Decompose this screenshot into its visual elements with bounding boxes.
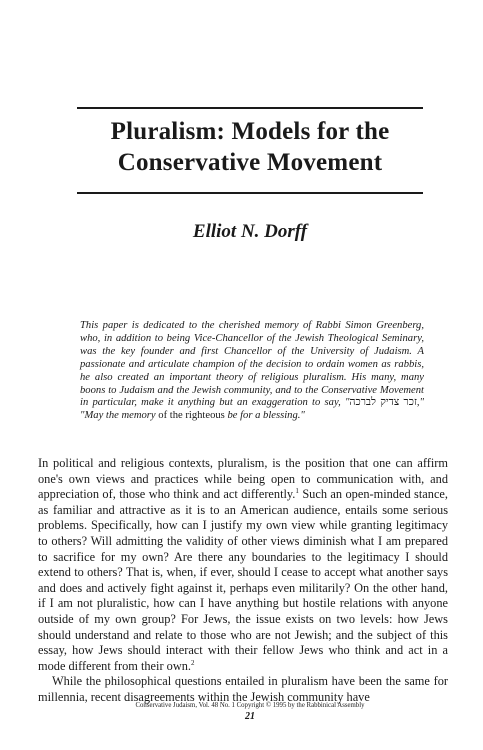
dedication-text-4: be for a blessing." bbox=[227, 410, 305, 422]
dedication-text-3: of the righteous bbox=[155, 410, 228, 422]
title-line-1: Pluralism: Models for the bbox=[110, 118, 390, 145]
dedication-note bbox=[80, 320, 424, 423]
footer-citation: Conservative Judaism, Vol. 48 No. 1 Copyright © 1995 by the Rabbinical Assembly bbox=[135, 702, 365, 709]
title-line-2: Conservative Movement bbox=[117, 149, 383, 176]
paragraph-2: While the philosophical questions entailed in pluralism have been the same for millennia, recent disagreements within the Jewish community have bbox=[38, 674, 448, 704]
page-number: 21 bbox=[245, 711, 255, 722]
article-title bbox=[60, 116, 440, 178]
paragraph-1-text-b: Such an open-minded stance, as familiar and attractive as it is to an American audience, entails some serious problems. Specifically, how can I justify my own view while granting legitimacy to others? Will admitting the validity of other views diminish what I am prepared to sacrifice for my own? Are there any boundaries to the legitimacy I should extend to others? That is, when, if ever, should I cease to accept what another says and does and actively fight against it, perhaps even militarily? On the other hand, if I am not pluralistic, how can I have anything but hostile relations with anyone outside of my own group? For Jews, the issue exists on two levels: how Jews should understand and relate to those who are not Jewish; and the subject of this essay, how Jews should interact with their fellow Jews who think and act in a mode different from their own. bbox=[38, 487, 448, 673]
author-name: Elliot N. Dorff bbox=[192, 221, 308, 242]
paragraph-1 bbox=[38, 456, 448, 674]
footnote-ref-1[interactable]: 1 bbox=[295, 487, 299, 496]
dedication-text-1: This paper is dedicated to the cherished memory of Rabbi Simon Greenberg, who, in addition to being Vice-Chancellor of the Jewish Theological Seminary, was the key founder and first Chancellor of the University of Judaism. A passionate and articulate champion of the decision to ordain women as rabbis, he also created an important theory of religious pluralism. His many, many boons to Judaism and the Jewish community, and to the Conservative Movement in particular, make it anything but an exaggeration to say, " bbox=[80, 320, 424, 409]
bottom-rule bbox=[77, 192, 423, 194]
body-text bbox=[38, 456, 448, 706]
footnote-ref-2[interactable]: 2 bbox=[191, 658, 195, 667]
dedication-text-2: ," "May the memory bbox=[80, 397, 425, 422]
top-rule bbox=[77, 107, 423, 109]
dedication-hebrew: זכר צדיק לברכה bbox=[349, 397, 417, 409]
paragraph-1-text-a: In political and religious contexts, pluralism, is the position that one can affirm one's own views and practices while being open to communication with, and appreciation of, those who think and act differently. bbox=[38, 456, 448, 502]
